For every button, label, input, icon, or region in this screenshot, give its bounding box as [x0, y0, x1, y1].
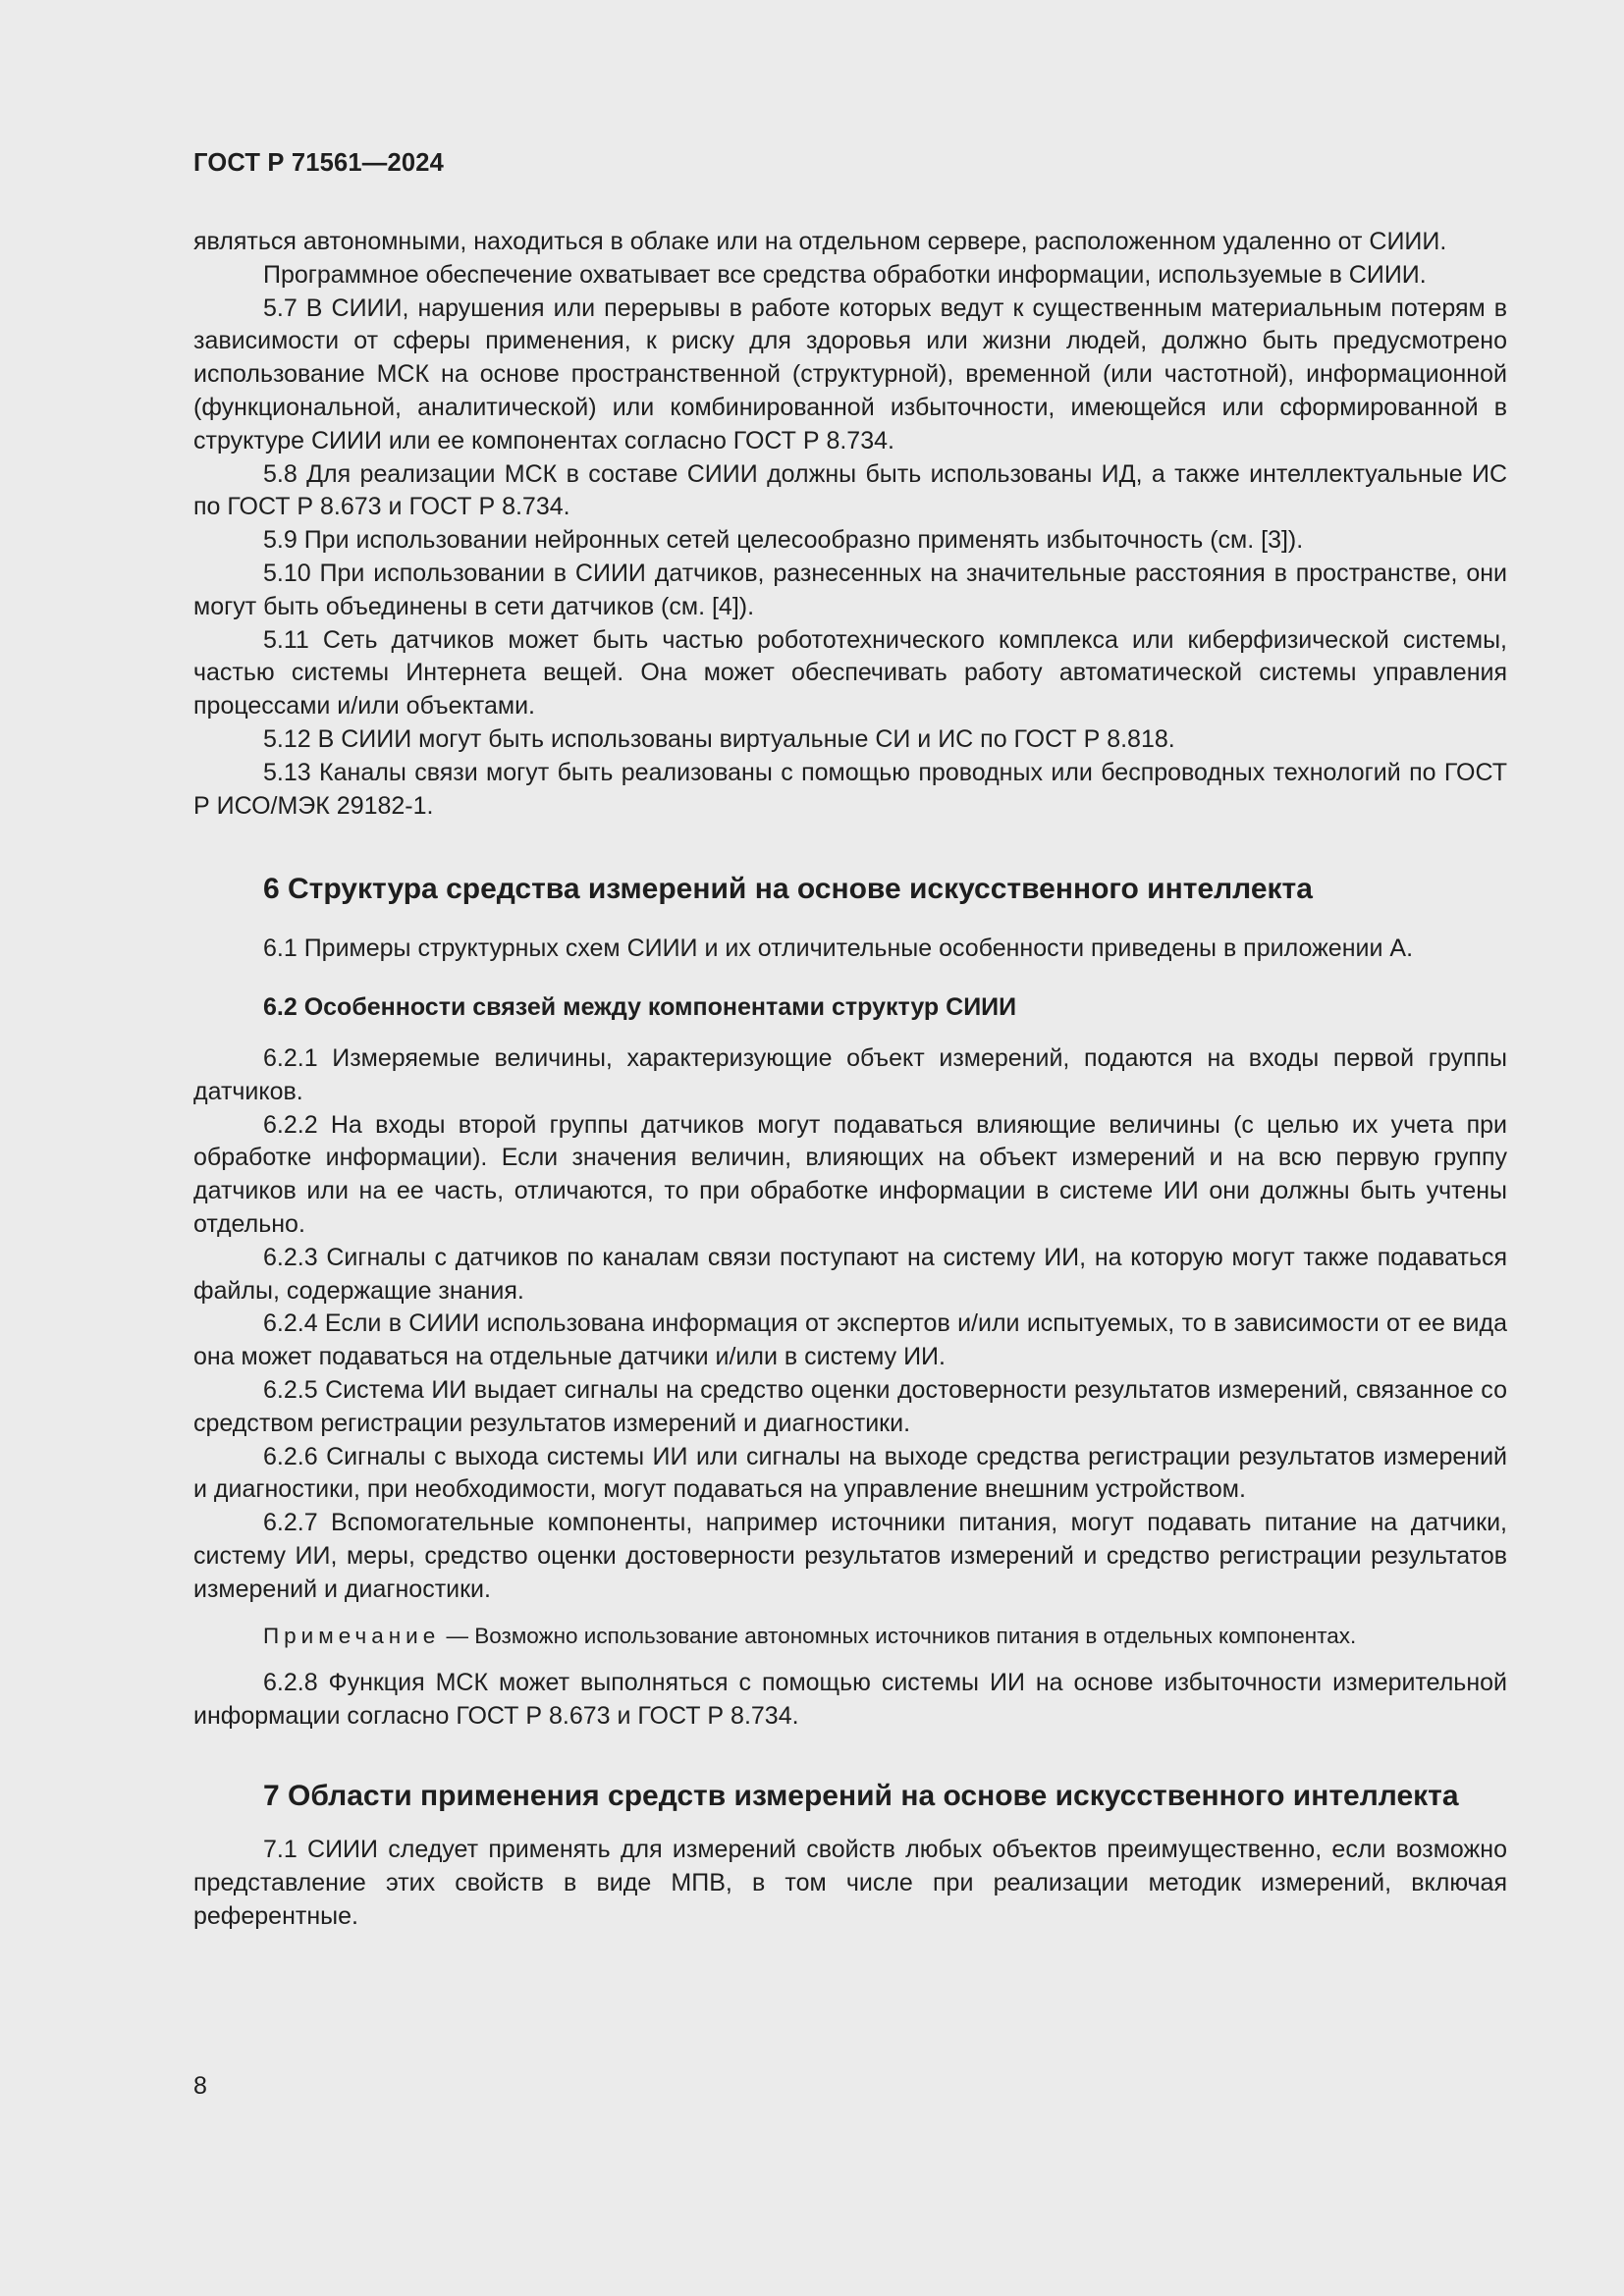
- clause-6-2-6: 6.2.6 Сигналы с выхода системы ИИ или сигналы на выходе средства регистрации результатов измерений и диагностики, при необходимости, могут подаваться на управление внешним устройством.: [193, 1442, 1507, 1504]
- clause-6-2-8: 6.2.8 Функция МСК может выполняться с помощью системы ИИ на основе избыточности измерительной информации согласно ГОСТ Р 8.673 и ГОСТ Р 8.734.: [193, 1669, 1507, 1731]
- clause-6-2-1: 6.2.1 Измеряемые величины, характеризующие объект измерений, подаются на входы первой группы датчиков.: [193, 1043, 1507, 1105]
- clause-7-1: 7.1 СИИИ следует применять для измерений свойств любых объектов преимущественно, если возможно представление этих свойств в виде МПВ, в том числе при реализации методик измерений, включая референтные.: [193, 1836, 1507, 1930]
- clause-6-2-2: 6.2.2 На входы второй группы датчиков могут подаваться влияющие величины (с целью их учета при обработке информации). Если значения величин, влияющих на объект измерений и на всю первую группу датчиков или на ее часть, отличаются, то при обработке информации в системе ИИ они должны быть учтены отдельно.: [193, 1110, 1507, 1238]
- note: [193, 1622, 1507, 1651]
- document-code-header: ГОСТ Р 71561—2024: [193, 149, 445, 177]
- clause-5-13: 5.13 Каналы связи могут быть реализованы с помощью проводных или беспроводных технологий по ГОСТ Р ИСО/МЭК 29182-1.: [193, 758, 1507, 820]
- note-text: — Возможно использование автономных источников питания в отдельных компонентах.: [440, 1624, 1357, 1649]
- clause-5-9: 5.9 При использовании нейронных сетей целесообразно применять избыточность (см. [3]).: [263, 526, 1304, 555]
- section-6-heading: 6 Структура средства измерений на основе искусственного интеллекта: [263, 873, 1313, 906]
- clause-5-12: 5.12 В СИИИ могут быть использованы виртуальные СИ и ИС по ГОСТ Р 8.818.: [263, 724, 1175, 753]
- clause-6-2-3: 6.2.3 Сигналы с датчиков по каналам связи поступают на систему ИИ, на которую могут также подаваться файлы, содержащие знания.: [193, 1243, 1507, 1305]
- clause-5-11: 5.11 Сеть датчиков может быть частью робототехнического комплекса или киберфизической системы, частью системы Интернета вещей. Она может обеспечивать работу автоматической системы управления процессами и/или объектами.: [193, 625, 1507, 721]
- page-number: 8: [193, 2072, 207, 2100]
- section-7-heading: 7 Области применения средств измерений на основе искусственного интеллекта: [263, 1780, 1459, 1813]
- clause-5-8: 5.8 Для реализации МСК в составе СИИИ должны быть использованы ИД, а также интеллектуальные ИС по ГОСТ Р 8.673 и ГОСТ Р 8.734.: [193, 459, 1507, 521]
- subsection-6-2-heading: 6.2 Особенности связей между компонентами структур СИИИ: [263, 993, 1017, 1022]
- clause-5-10: 5.10 При использовании в СИИИ датчиков, разнесенных на значительные расстояния в пространстве, они могут быть объединены в сети датчиков (см. [4]).: [193, 559, 1507, 620]
- clause-6-2-5: 6.2.5 Система ИИ выдает сигналы на средство оценки достоверности результатов измерений, связанное со средством регистрации результатов измерений и диагностики.: [193, 1375, 1507, 1437]
- clause-6-2-7: 6.2.7 Вспомогательные компоненты, например источники питания, могут подавать питание на датчики, систему ИИ, меры, средство оценки достоверности результатов измерений и средство регистрации результатов измерений и диагностики.: [193, 1509, 1507, 1603]
- paragraph-continuation: являться автономными, находиться в облаке или на отдельном сервере, расположенном удаленно от СИИИ.: [193, 228, 1447, 255]
- clause-5-7: 5.7 В СИИИ, нарушения или перерывы в работе которых ведут к существенным материальным потерям в зависимости от сферы применения, к риску для здоровья или жизни людей, должно быть предусмотрено использование МСК на основе пространственной (структурной), временной (или частотной), информационной (функциональной, аналитической) или комбинированной избыточности, имеющейся или сформированной в структуре СИИИ или ее компонентах согласно ГОСТ Р 8.734.: [193, 294, 1507, 454]
- note-label: Примечание: [263, 1624, 441, 1649]
- document-body: [193, 226, 1507, 1933]
- clause-6-1: 6.1 Примеры структурных схем СИИИ и их отличительные особенности приведены в приложении А.: [263, 934, 1414, 963]
- paragraph-software: Программное обеспечение охватывает все средства обработки информации, используемые в СИИИ.: [263, 260, 1427, 289]
- clause-6-2-4: 6.2.4 Если в СИИИ использована информация от экспертов и/или испытуемых, то в зависимости от ее вида она может подаваться на отдельные датчики и/или в систему ИИ.: [193, 1309, 1507, 1371]
